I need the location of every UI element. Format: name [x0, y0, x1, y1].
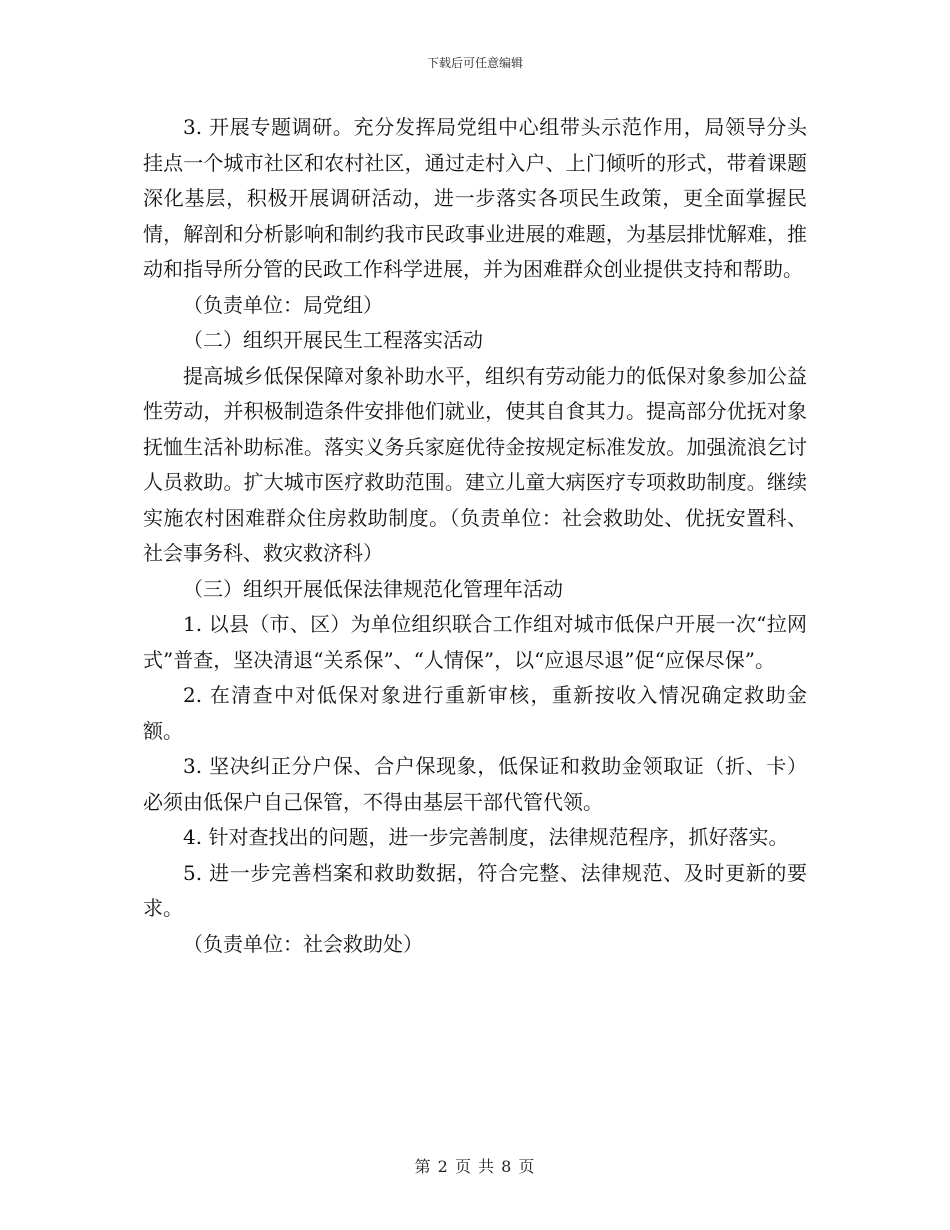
paragraph-item-3: 3. 坚决纠正分户保、合户保现象，低保证和救助金领取证（折、卡）必须由低保户自己保管，不得由基层干部代管代领。: [143, 754, 807, 814]
section-heading-low-income-management: （三）组织开展低保法律规范化管理年活动: [183, 576, 563, 601]
paragraph-item-4: 4. 针对查找出的问题，进一步完善制度，法律规范程序，抓好落实。: [183, 825, 789, 849]
paragraph-item-1: 1. 以县（市、区）为单位组织联合工作组对城市低保户开展一次“拉网式”普查，坚决清退“关系保”、“人情保”，以“应退尽退”促“应保尽保”。: [143, 612, 807, 672]
paragraph-responsible-party-group: （负责单位：局党组）: [183, 292, 383, 317]
paragraph-item-2: 2. 在清查中对低保对象进行重新审核，重新按收入情况确定救助金额。: [143, 683, 807, 743]
page-header: 下载后可任意编辑: [426, 56, 523, 70]
paragraph-research: 3. 开展专题调研。充分发挥局党组中心组带头示范作用，局领导分头挂点一个城市社区和农村社区，通过走村入户、上门倾听的形式，带着课题深化基层，积极开展调研活动，进一步落实各项民生政策，更全面掌握民情，解剖和分析影响和制约我市民政事业进展的难题，为基层排忧解难，推动和指导所分管的民政工作科学进展，并为困难群众创业提供支持和帮助。: [143, 115, 807, 281]
page-footer: 第 2 页 共 8 页: [414, 1157, 536, 1176]
document-body: [143, 110, 807, 962]
paragraph-responsible-social-assistance: （负责单位：社会救助处）: [183, 931, 423, 956]
paragraph-item-5: 5. 进一步完善档案和救助数据，符合完整、法律规范、及时更新的要求。: [143, 860, 807, 920]
paragraph-livelihood-projects: 提高城乡低保保障对象补助水平，组织有劳动能力的低保对象参加公益性劳动，并积极制造条件安排他们就业，使其自食其力。提高部分优抚对象抚恤生活补助标准。落实义务兵家庭优待金按规定标准发放。加强流浪乞讨人员救助。扩大城市医疗救助范围。建立儿童大病医疗专项救助制度。继续实施农村困难群众住房救助制度。（负责单位：社会救助处、优抚安置科、社会事务科、救灾救济科）: [143, 363, 807, 565]
section-heading-livelihood: （二）组织开展民生工程落实活动: [183, 328, 483, 352]
